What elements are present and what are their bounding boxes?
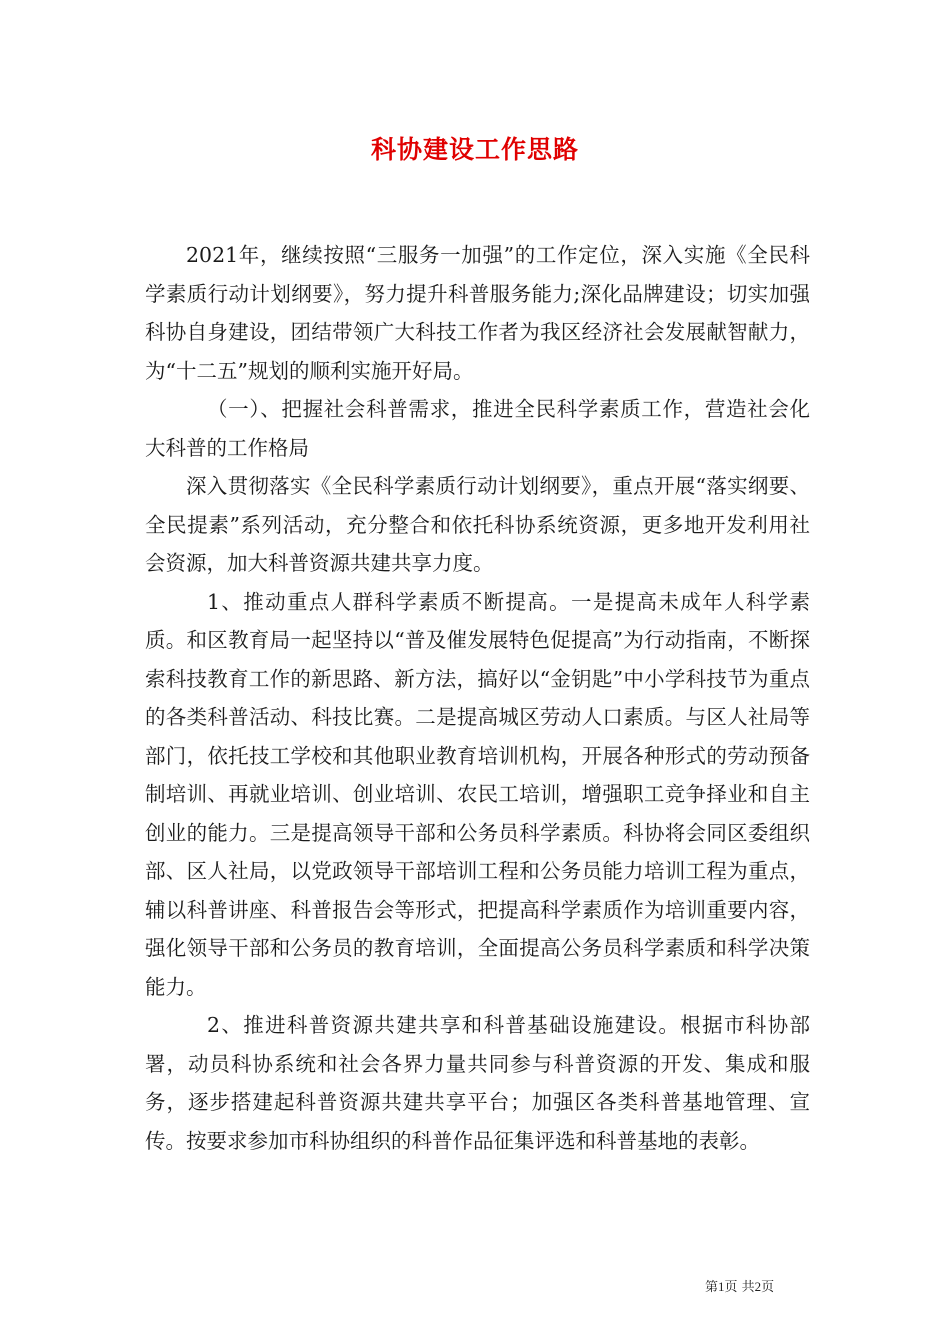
section-heading-1: （一）、把握社会科普需求，推进全民科学素质工作，营造社会化大科普的工作格局	[145, 397, 810, 460]
paragraph-item-2: 2、推进科普资源共建共享和科普基础设施建设。根据市科协部署，动员科协系统和社会各界力量共同参与科普资源的开发、集成和服务，逐步搭建起科普资源共建共享平台；加强区各类科普基地管理、宣传。按要求参加市科协组织的科普作品征集评选和科普基地的表彰。	[145, 1013, 810, 1153]
page-number-footer	[705, 1276, 774, 1295]
footer-suffix: 页	[761, 1280, 775, 1295]
document-body	[145, 236, 810, 1160]
footer-current-page: 1	[718, 1279, 725, 1294]
paragraph-section-1: 深入贯彻落实《全民科学素质行动计划纲要》，重点开展“落实纲要、全民提素”系列活动，充分整合和依托科协系统资源，更多地开发利用社会资源，加大科普资源共建共享力度。	[145, 474, 810, 575]
footer-middle: 页 共	[724, 1280, 755, 1295]
document-title: 科协建设工作思路	[370, 135, 579, 164]
paragraph-item-1: 1、推动重点人群科学素质不断提高。一是提高未成年人科学素质。和区教育局一起坚持以“普及催发展特色促提高”为行动指南，不断探索科技教育工作的新思路、新方法，搞好以“金钥匙”中小学科技节为重点的各类科普活动、科技比赛。二是提高城区劳动人口素质。与区人社局等部门，依托技工学校和其他职业教育培训机构，开展各种形式的劳动预备制培训、再就业培训、创业培训、农民工培训，增强职工竞争择业和自主创业的能力。三是提高领导干部和公务员科学素质。科协将会同区委组织部、区人社局，以党政领导干部培训工程和公务员能力培训工程为重点，辅以科普讲座、科普报告会等形式，把提高科学素质作为培训重要内容，强化领导干部和公务员的教育培训，全面提高公务员科学素质和科学决策能力。	[145, 589, 810, 999]
footer-prefix: 第	[705, 1280, 719, 1295]
paragraph-intro: 2021年，继续按照“三服务一加强”的工作定位，深入实施《全民科学素质行动计划纲要》，努力提升科普服务能力;深化品牌建设；切实加强科协自身建设，团结带领广大科技工作者为我区经济社会发展献智献力，为“十二五”规划的顺利实施开好局。	[145, 243, 810, 383]
footer-total-pages: 2	[754, 1279, 762, 1294]
